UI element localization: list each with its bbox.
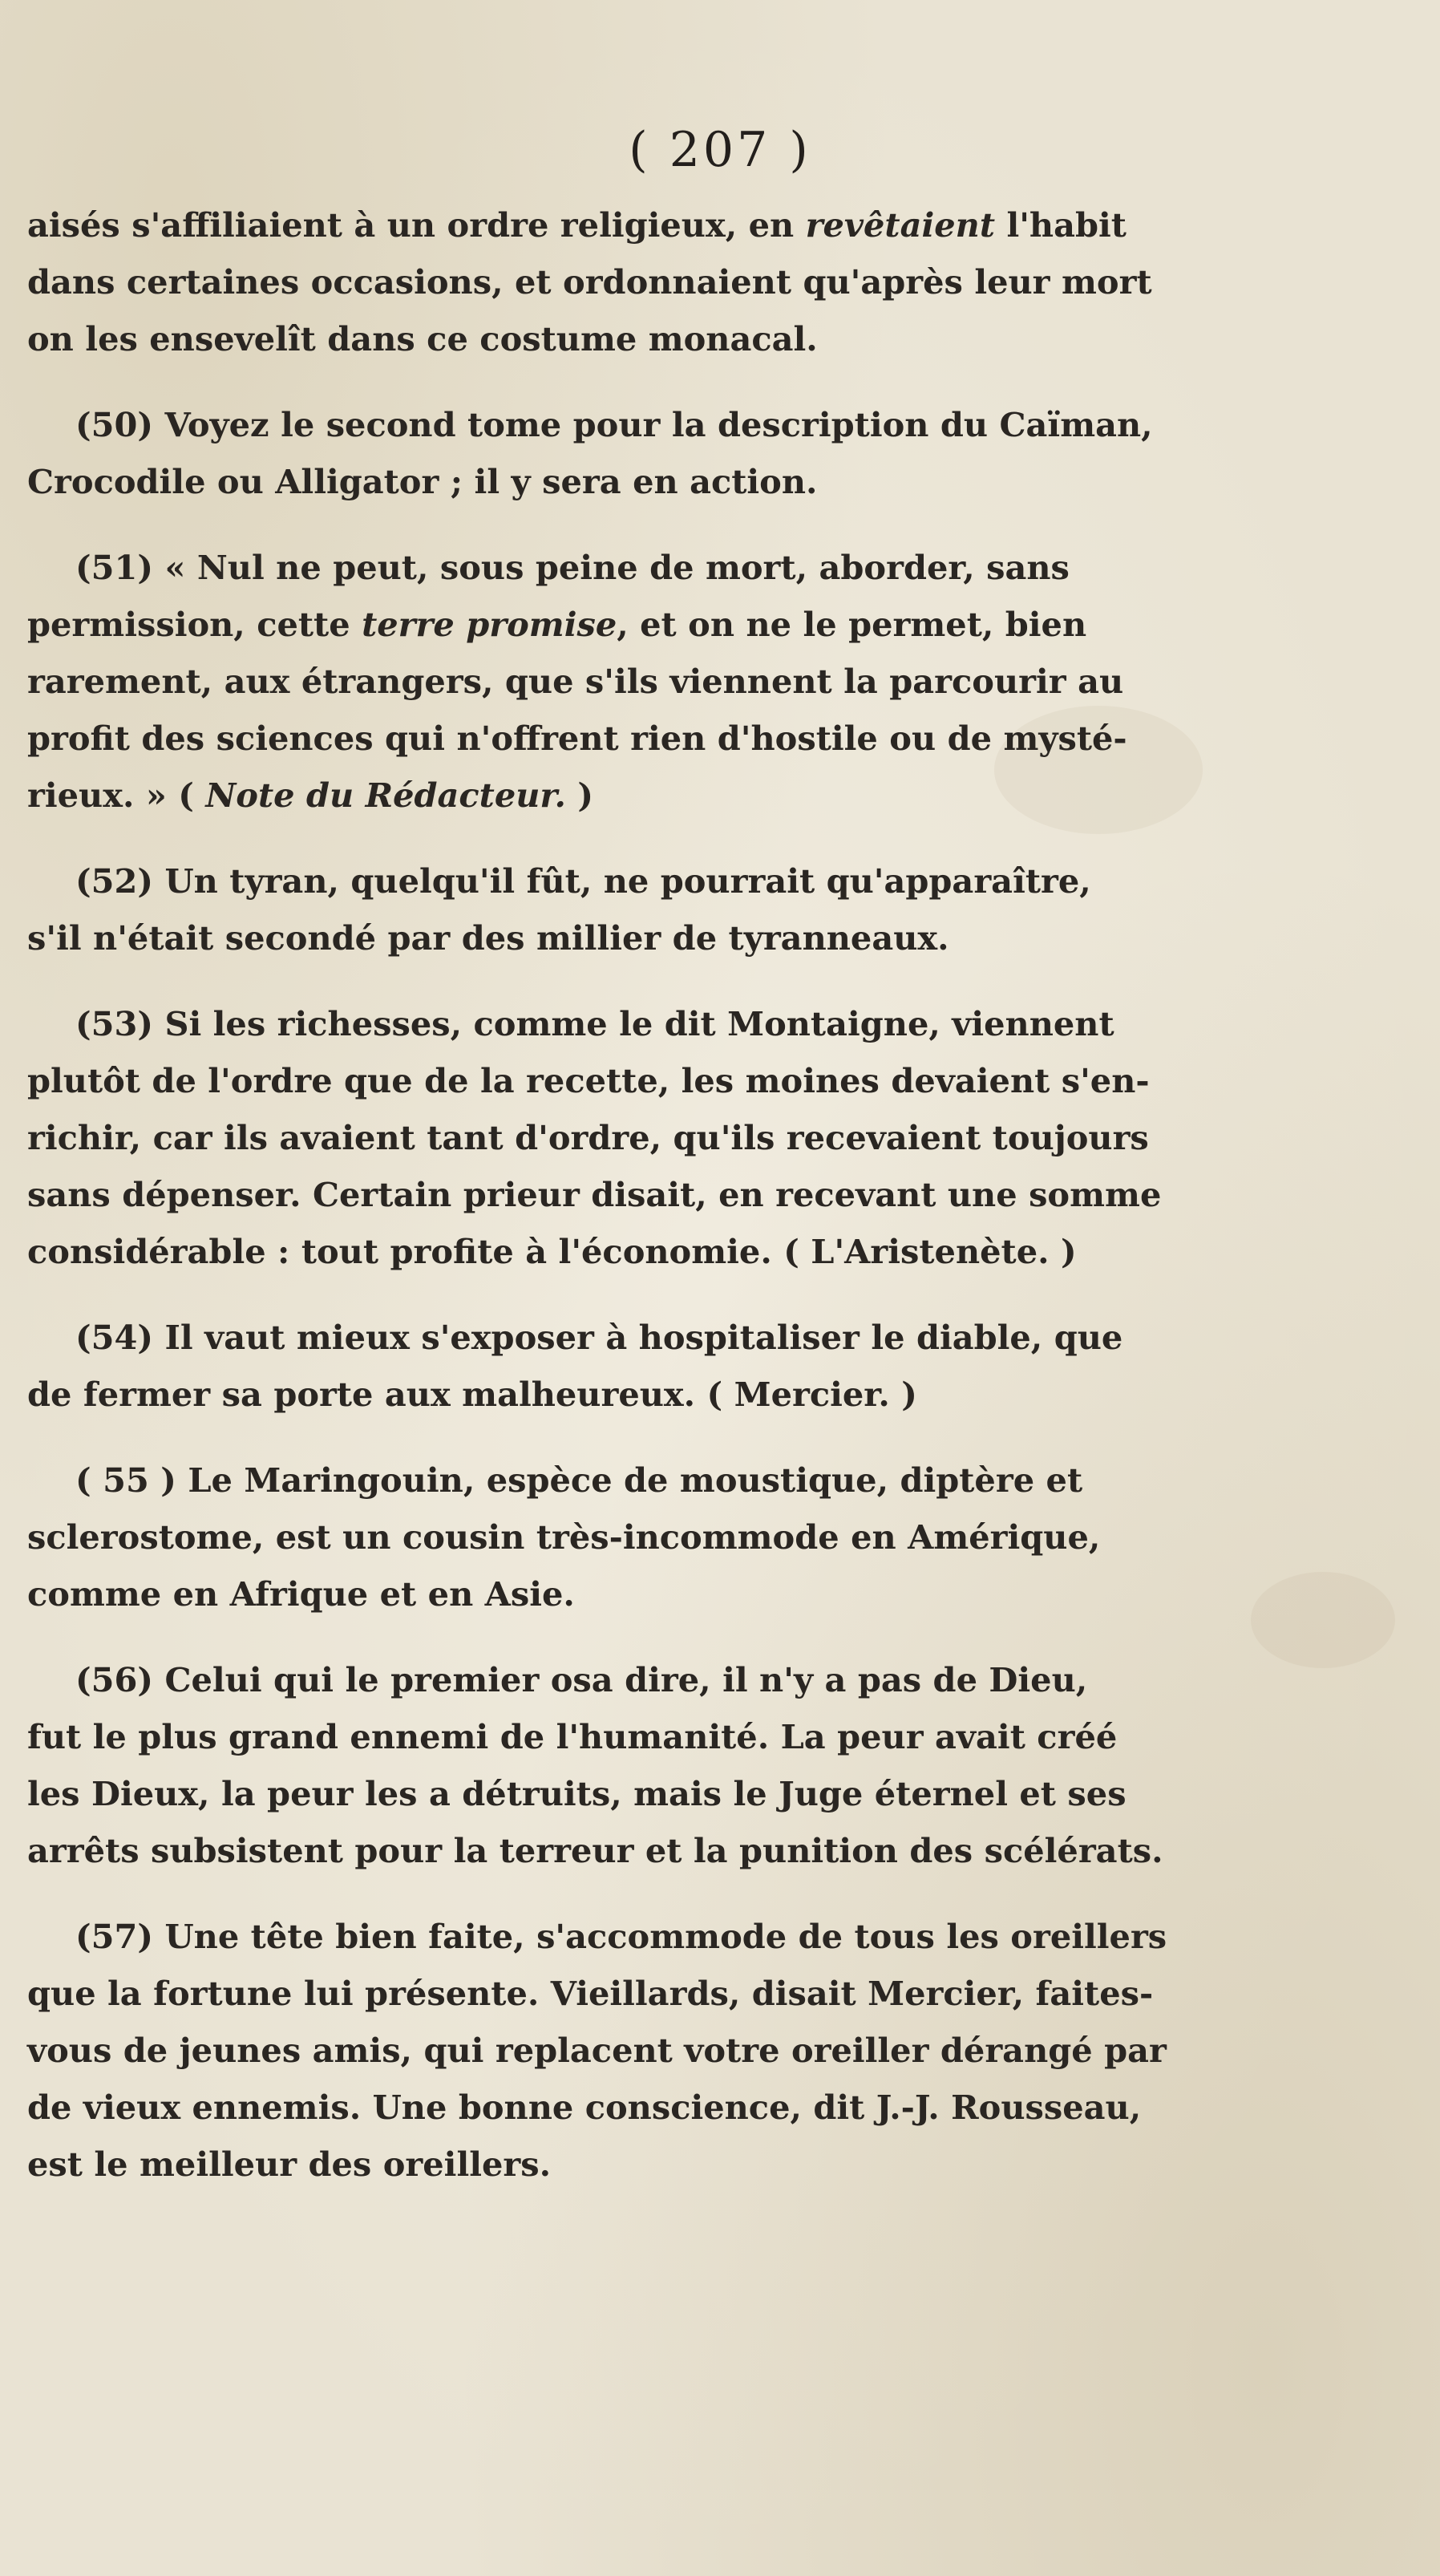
text-run: vous de jeunes amis, qui replacent votre oreiller dérangé par [27,2031,1167,2070]
text-run: , et on ne le permet, bien [617,605,1087,644]
text-run: fut le plus grand ennemi de l'humanité. La peur avait créé [27,1717,1118,1756]
paper-stain [1251,1572,1395,1668]
footnotes-body [27,196,1166,2222]
text-line [27,1509,1166,1565]
text-line [27,767,1166,824]
text-line [27,1765,1166,1822]
text-line [27,1651,1166,1708]
text-run: on les ensevelît dans ce costume monacal. [27,319,818,358]
text-line [27,1822,1166,1879]
text-line [27,253,1166,310]
text-run: richir, car ils avaient tant d'ordre, qu'ils recevaient toujours [27,1118,1149,1157]
text-line [27,1223,1166,1280]
text-run: de vieux ennemis. Une bonne conscience, dit J.-J. Rousseau, [27,2088,1142,2127]
text-line [27,995,1166,1052]
text-line [27,1052,1166,1109]
text-line [27,1708,1166,1765]
text-run: de fermer sa porte aux malheureux. ( Mercier. ) [27,1375,917,1414]
text-line [27,310,1166,367]
text-line [27,1565,1166,1622]
italic-run: revêtaient [805,205,995,245]
text-run: permission, cette [27,605,362,644]
text-run: les Dieux, la peur les a détruits, mais le Juge éternel et ses [27,1774,1127,1813]
text-line [27,196,1166,253]
text-line [27,1452,1166,1509]
text-run: (57) Une tête bien faite, s'accommode de tous les oreillers [75,1917,1167,1956]
footnote-57 [27,1908,1166,2193]
footnote-54 [27,1309,1166,1423]
continuation-paragraph [27,196,1166,367]
text-run: considérable : tout profite à l'économie. ( L'Aristenète. ) [27,1232,1077,1271]
text-line [27,853,1166,909]
text-run: rieux. » ( [27,776,206,815]
text-run: arrêts subsistent pour la terreur et la punition des scélérats. [27,1831,1163,1870]
text-line [27,596,1166,653]
text-line [27,1965,1166,2022]
footnote-55 [27,1452,1166,1622]
text-run: aisés s'affiliaient à un ordre religieux, en [27,205,806,245]
text-line [27,453,1166,510]
text-run: comme en Afrique et en Asie. [27,1574,575,1614]
text-run: profit des sciences qui n'offrent rien d'hostile ou de mysté- [27,719,1127,758]
text-run: dans certaines occasions, et ordonnaient qu'après leur mort [27,262,1152,302]
text-run: (54) Il vaut mieux s'exposer à hospitaliser le diable, que [75,1318,1123,1357]
text-run: ( 55 ) Le Maringouin, espèce de moustique, diptère et [75,1460,1083,1500]
text-run: Crocodile ou Alligator ; il y sera en action. [27,462,818,501]
text-run: (56) Celui qui le premier osa dire, il n'y a pas de Dieu, [75,1660,1088,1699]
text-run: rarement, aux étrangers, que s'ils viennent la parcourir au [27,662,1124,701]
text-run: est le meilleur des oreillers. [27,2145,552,2184]
text-run: (52) Un tyran, quelqu'il fût, ne pourrait qu'apparaître, [75,861,1091,901]
italic-run: terre promise [362,605,617,644]
text-line [27,653,1166,710]
text-run: s'il n'était secondé par des millier de tyranneaux. [27,918,949,958]
footnote-56 [27,1651,1166,1879]
text-line [27,1908,1166,1965]
page-number: ( 207 ) [629,122,811,178]
italic-run: Note du Rédacteur. [205,776,566,815]
text-run: plutôt de l'ordre que de la recette, les moines devaient s'en- [27,1061,1150,1100]
text-run: que la fortune lui présente. Vieillards, disait Mercier, faites- [27,1974,1154,2013]
text-run: (50) Voyez le second tome pour la description du Caïman, [75,405,1153,444]
text-run: l'habit [995,205,1127,245]
footnote-53 [27,995,1166,1280]
text-run: ) [565,776,594,815]
text-line [27,1309,1166,1366]
text-line [27,396,1166,453]
text-run: (51) « Nul ne peut, sous peine de mort, aborder, sans [75,548,1070,587]
text-line [27,2079,1166,2136]
text-line [27,710,1166,767]
footnote-52 [27,853,1166,966]
text-line [27,909,1166,966]
text-line [27,1109,1166,1166]
text-run: (53) Si les richesses, comme le dit Montaigne, viennent [75,1004,1114,1043]
text-run: sans dépenser. Certain prieur disait, en recevant une somme [27,1175,1162,1214]
text-run: sclerostome, est un cousin très-incommode en Amérique, [27,1517,1101,1557]
text-line [27,1366,1166,1423]
text-line [27,2136,1166,2193]
text-line [27,2022,1166,2079]
text-line [27,539,1166,596]
footnote-51 [27,539,1166,824]
footnote-50 [27,396,1166,510]
text-line [27,1166,1166,1223]
